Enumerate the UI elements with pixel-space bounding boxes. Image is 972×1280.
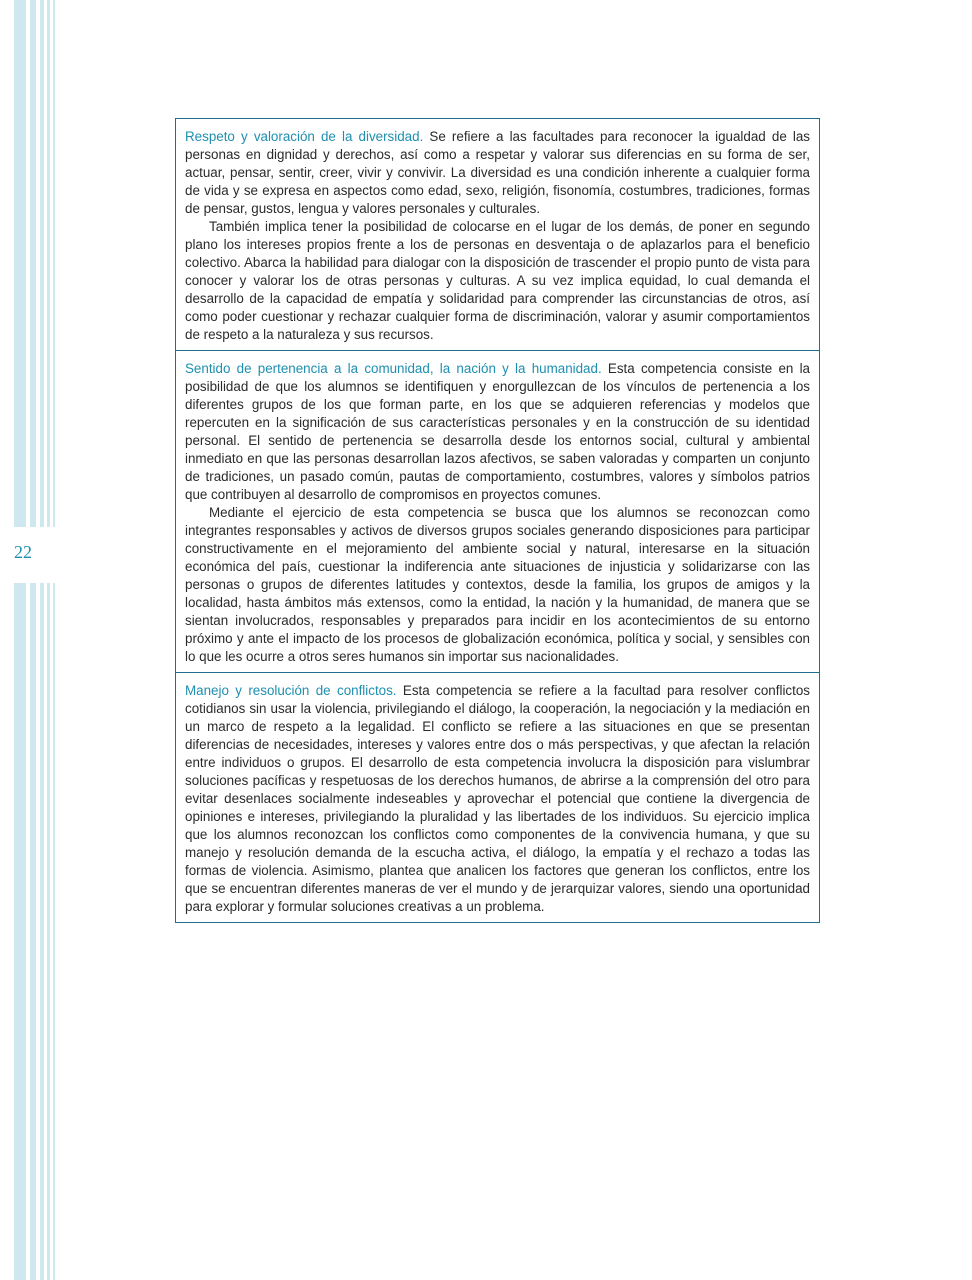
stripe: [53, 0, 55, 1280]
stripe: [30, 0, 36, 1280]
section-heading: Respeto y valoración de la diversidad.: [185, 129, 424, 144]
paragraph: [185, 360, 810, 504]
section-sentido-pertenencia: [176, 350, 819, 672]
section-respeto-diversidad: [176, 119, 819, 350]
stripe: [40, 0, 44, 1280]
paragraph-text: Se refiere a las facultades para reconocer la igualdad de las personas en dignidad y derechos, así como a respetar y valorar sus diferencias en su forma de ser, actuar, pensar, sentir, creer, vivir y convivir. La diversidad es una condición inherente a cualquier forma de vida y se expresa en aspectos como edad, sexo, religión, fisonomía, costumbres, tradiciones, formas de pensar, gustos, lengua y valores personales y culturales.: [185, 129, 811, 216]
page-number: 22: [14, 542, 32, 562]
paragraph: Mediante el ejercicio de esta competencia se busca que los alumnos se reconozcan como integrantes responsables y activos de diversos grupos sociales generando disposiciones para participar constructivamente en el mejoramiento del ambiente social y natural, interesarse en la situación económica del país, cuestionar la indiferencia ante situaciones de injusticia y solidarizarse con las personas o grupos de diferentes latitudes y contextos, desde la familia, los grupos de amigos y la localidad, hasta ámbitos más extensos, como la entidad, la nación y la humanidad, de manera que se sientan involucrados, responsables y preparados para incidir en los acontecimientos de su entorno próximo y ante el impacto de los procesos de globalización económica, política y social, y sensibles con lo que les ocurre a otros seres humanos sin importar sus nacionalidades.: [185, 505, 810, 664]
section-heading: Sentido de pertenencia a la comunidad, la nación y la humanidad.: [185, 361, 602, 376]
paragraph: También implica tener la posibilidad de colocarse en el lugar de los demás, de poner en segundo plano los intereses propios frente a los de personas en desventaja o de aplazarlos para el beneficio colectivo. Abarca la habilidad para dialogar con la disposición de trascender el propio punto de vista para conocer y valorar los de otras personas y culturas. A su vez implica equidad, lo cual demanda el desarrollo de la capacidad de empatía y solidaridad para comprender las circunstancias de otros, así como poder cuestionar y rechazar cualquier forma de discriminación, valorar y asumir comportamientos de respeto a la naturaleza y sus recursos.: [185, 219, 810, 342]
paragraph-text: Esta competencia se refiere a la facultad para resolver conflictos cotidianos sin usar la violencia, privilegiando el diálogo, la cooperación, la negociación y la mediación en un marco de respeto a la legalidad. El conflicto se refiere a las situaciones en que se presentan diferencias de necesidades, intereses y valores entre dos o más perspectivas, y que afectan la relación entre individuos o grupos. El desarrollo de esta competencia involucra la disposición para vislumbrar soluciones pacíficas y respetuosas de los derechos humanos, de abrirse a la comprensión del otro para evitar desenlaces socialmente indeseables y aprovechar el potencial que contiene la divergencia de opiniones e intereses, privilegiando la pluralidad y las libertades de los individuos. Su ejercicio implica que los alumnos reconozcan los conflictos como componentes de la convivencia humana, y que su manejo y resolución demanda de la escucha activa, el diálogo, la empatía y el rechazo a todas las formas de violencia. Asimismo, plantea que analicen los factores que generan los conflictos, entre los que se encuentran diferentes maneras de ver el mundo y de jerarquizar valores, siendo una oportunidad para explorar y formular soluciones creativas a un problema.: [185, 683, 810, 914]
paragraph: [185, 128, 810, 218]
stripe: [47, 0, 50, 1280]
competencies-table: [175, 118, 820, 923]
margin-stripes: [0, 0, 60, 1280]
stripe: [14, 0, 26, 1280]
paragraph: [185, 682, 810, 916]
section-heading: Manejo y resolución de conflictos.: [185, 683, 397, 698]
section-manejo-conflictos: [176, 672, 819, 922]
paragraph-text: Esta competencia consiste en la posibilidad de que los alumnos se identifiquen y enorgullezcan de los vínculos de pertenencia a los diferentes grupos de los que forman parte, en los que se adquieren referencias y modelos que repercuten en la significación de sus características personales y en la construcción de su identidad personal. El sentido de pertenencia se desarrolla desde los entornos social, cultural y ambiental inmediato en que las personas desarrollan lazos afectivos, se saben valoradas y comparten un conjunto de tradiciones, un pasado común, pautas de comportamiento, costumbres, valores y símbolos patrios que contribuyen al desarrollo de compromisos en proyectos comunes.: [185, 361, 810, 502]
